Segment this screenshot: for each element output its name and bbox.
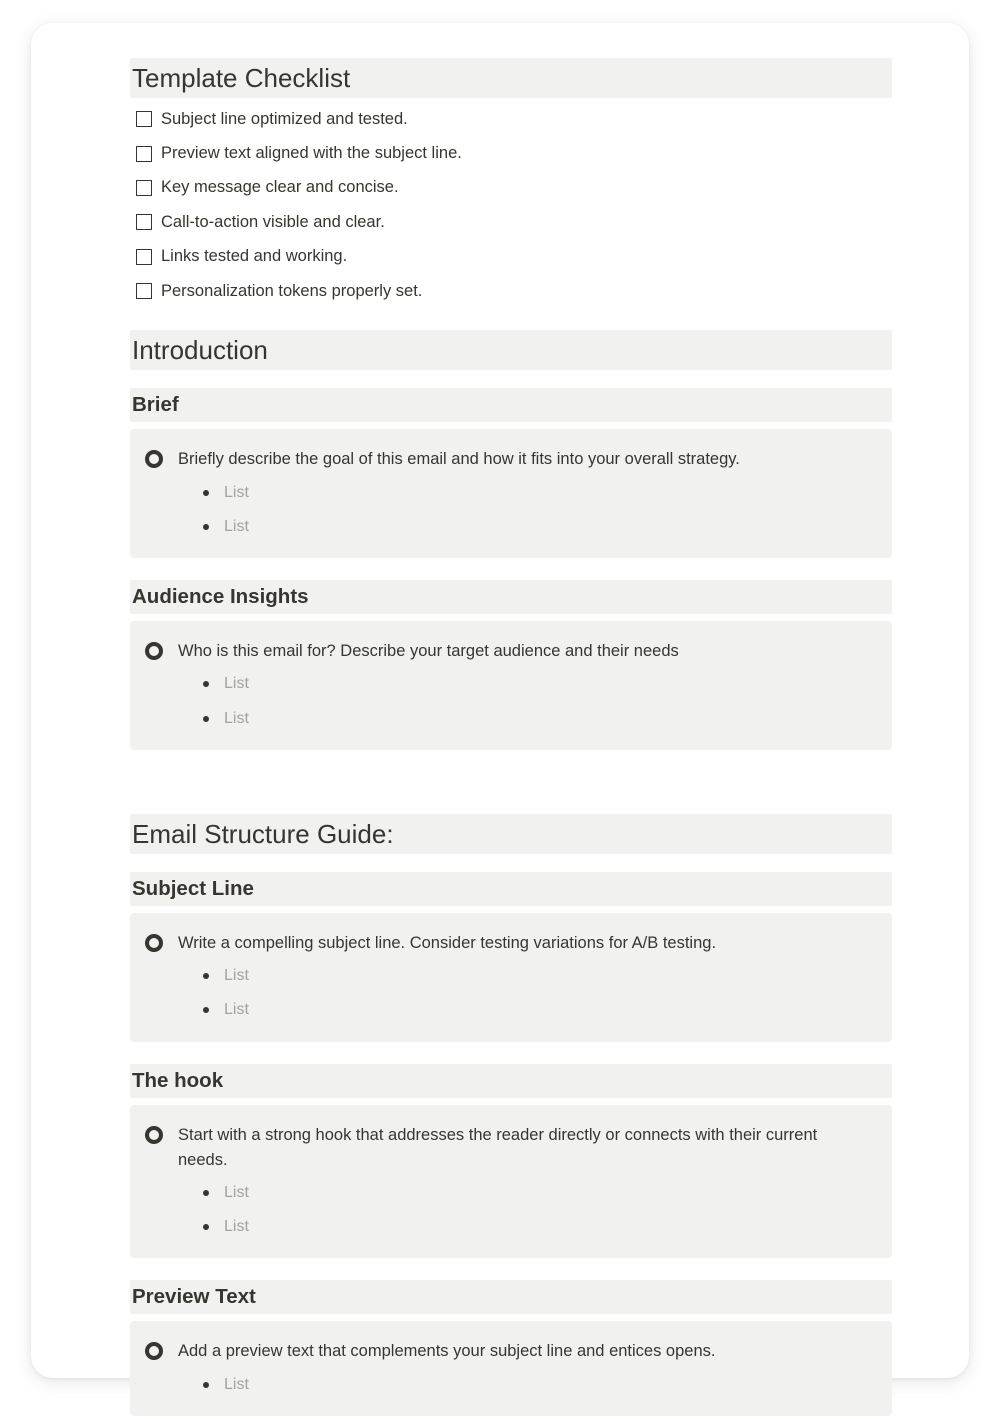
- checkbox-icon[interactable]: [136, 214, 152, 230]
- subject-line-list: [145, 959, 872, 1028]
- list-item-placeholder: List: [224, 675, 249, 693]
- brief-prompt: Briefly describe the goal of this email and how it fits into your overall strategy.: [178, 450, 740, 469]
- brief-prompt-row: [145, 447, 872, 472]
- hook-prompt: Start with a strong hook that addresses the reader directly or connects with their current needs.: [178, 1125, 818, 1169]
- list-item[interactable]: [203, 510, 872, 544]
- bullet-dot-icon: [203, 1190, 209, 1196]
- bullet-dot-icon: [203, 524, 209, 530]
- preview-text-prompt: Add a preview text that complements your subject line and entices opens.: [178, 1342, 716, 1361]
- checklist-item[interactable]: [130, 136, 892, 170]
- list-item[interactable]: [203, 1210, 872, 1244]
- document-card: [31, 23, 969, 1393]
- list-item[interactable]: [203, 959, 872, 993]
- bullet-dot-icon: [203, 716, 209, 722]
- checklist-item-label: Links tested and working.: [161, 247, 348, 266]
- checklist-item[interactable]: [130, 102, 892, 136]
- checkbox-icon[interactable]: [136, 283, 152, 299]
- preview-text-heading: Preview Text: [130, 1280, 892, 1314]
- list-item[interactable]: [203, 667, 872, 701]
- brief-heading: Brief: [130, 388, 892, 422]
- hook-list: [145, 1176, 872, 1245]
- brief-callout[interactable]: [130, 429, 892, 558]
- list-item-placeholder: List: [224, 1001, 249, 1019]
- checklist-item[interactable]: [130, 240, 892, 274]
- audience-callout[interactable]: [130, 621, 892, 750]
- list-item[interactable]: [203, 475, 872, 509]
- structure-heading: Email Structure Guide:: [130, 814, 892, 854]
- checklist-item-label: Preview text aligned with the subject line.: [161, 144, 462, 163]
- audience-prompt: Who is this email for? Describe your target audience and their needs: [178, 642, 679, 661]
- bullet-dot-icon: [203, 1224, 209, 1230]
- list-item[interactable]: [203, 993, 872, 1027]
- checkbox-icon[interactable]: [136, 146, 152, 162]
- radio-bullet-icon: [145, 934, 163, 952]
- checklist-item[interactable]: [130, 274, 892, 308]
- checklist-item[interactable]: [130, 171, 892, 205]
- checklist: [130, 102, 892, 308]
- introduction-heading: Introduction: [130, 330, 892, 370]
- subject-line-prompt-row: [145, 931, 872, 956]
- checkbox-icon[interactable]: [136, 111, 152, 127]
- checklist-heading: Template Checklist: [130, 58, 892, 98]
- bullet-dot-icon: [203, 490, 209, 496]
- hook-callout[interactable]: [130, 1105, 892, 1259]
- list-item[interactable]: [203, 702, 872, 736]
- preview-text-callout[interactable]: [130, 1321, 892, 1415]
- radio-bullet-icon: [145, 1342, 163, 1360]
- radio-bullet-icon: [145, 1126, 163, 1144]
- checklist-item[interactable]: [130, 205, 892, 239]
- bullet-dot-icon: [203, 1382, 209, 1388]
- subject-line-heading: Subject Line: [130, 872, 892, 906]
- list-item-placeholder: List: [224, 967, 249, 985]
- list-item-placeholder: List: [224, 1218, 249, 1236]
- checklist-item-label: Key message clear and concise.: [161, 178, 399, 197]
- preview-text-prompt-row: [145, 1339, 872, 1364]
- audience-heading: Audience Insights: [130, 580, 892, 614]
- list-item-placeholder: List: [224, 1375, 249, 1393]
- bullet-dot-icon: [203, 1007, 209, 1013]
- hook-prompt-row: [145, 1123, 872, 1173]
- bullet-dot-icon: [203, 681, 209, 687]
- preview-text-list: [145, 1367, 872, 1401]
- checklist-item-label: Call-to-action visible and clear.: [161, 212, 385, 231]
- subject-line-prompt: Write a compelling subject line. Consider testing variations for A/B testing.: [178, 933, 717, 952]
- checkbox-icon[interactable]: [136, 180, 152, 196]
- subject-line-callout[interactable]: [130, 913, 892, 1042]
- list-item-placeholder: List: [224, 1183, 249, 1201]
- bullet-dot-icon: [203, 973, 209, 979]
- checklist-item-label: Subject line optimized and tested.: [161, 109, 408, 128]
- list-item-placeholder: List: [224, 517, 249, 535]
- list-item-placeholder: List: [224, 709, 249, 727]
- list-item[interactable]: [203, 1367, 872, 1401]
- radio-bullet-icon: [145, 450, 163, 468]
- audience-prompt-row: [145, 639, 872, 664]
- checklist-item-label: Personalization tokens properly set.: [161, 281, 423, 300]
- document-content: [130, 58, 892, 1416]
- list-item[interactable]: [203, 1176, 872, 1210]
- brief-list: [145, 475, 872, 544]
- radio-bullet-icon: [145, 642, 163, 660]
- checkbox-icon[interactable]: [136, 249, 152, 265]
- audience-list: [145, 667, 872, 736]
- list-item-placeholder: List: [224, 483, 249, 501]
- hook-heading: The hook: [130, 1064, 892, 1098]
